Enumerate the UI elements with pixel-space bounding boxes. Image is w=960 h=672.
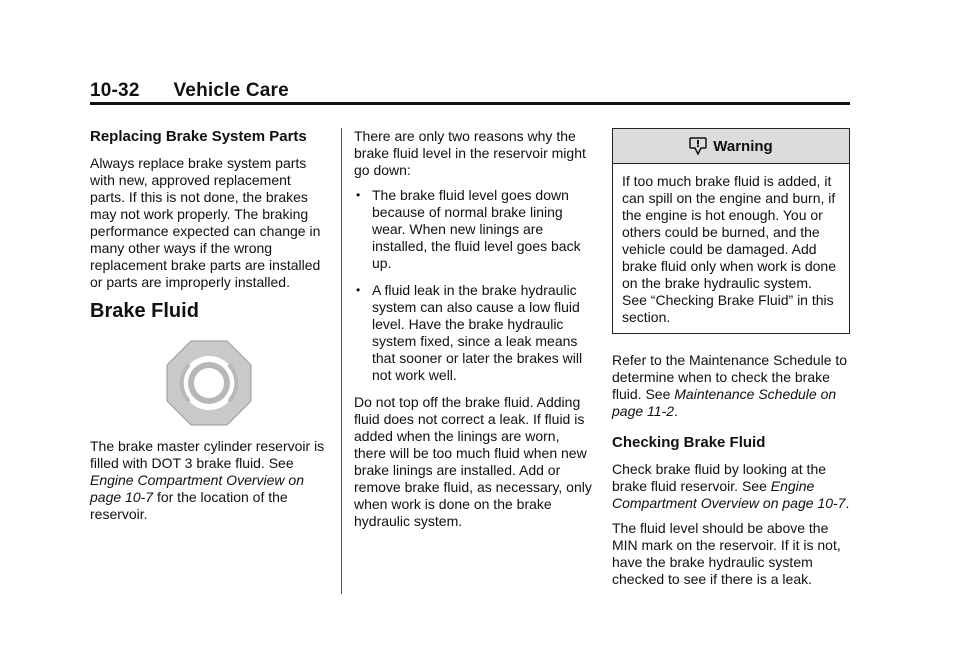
paragraph-fluid-level: The fluid level should be above the MIN mark on the reservoir. If it is not, have the brake hydraulic system checked to see if there is a leak. — [612, 520, 841, 587]
page-number: 10-32 — [90, 80, 140, 101]
warning-icon — [689, 137, 707, 155]
paragraph-top-off: Do not top off the brake fluid. Adding fluid does not correct a leak. If fluid is added when the linings are worn, there will be too much fluid when new brake linings are installed. Add or remove brake fluid, as necessary, only when work is done on the brake hydraulic system. — [354, 394, 592, 529]
section-title: Vehicle Care — [173, 80, 289, 101]
paragraph-replacing: Always replace brake system parts with new, approved replacement parts. If this is not done, the brakes may not work properly. The braking performance expected can change in many other ways if the wrong replacement brake parts are installed or parts are improperly installed. — [90, 155, 321, 290]
list-item: • A fluid leak in the brake hydraulic system can also cause a low fluid level. Have the brake hydraulic system fixed, since a leak means that sooner or later the brakes will not work well. — [356, 282, 583, 383]
warning-header — [613, 129, 849, 164]
heading-replacing-brake-parts: Replacing Brake System Parts — [90, 128, 307, 145]
warning-box — [612, 128, 850, 334]
paragraph-two-reasons: There are only two reasons why the brake fluid level in the reservoir might go down: — [354, 128, 586, 178]
brake-fluid-cap-icon — [90, 340, 328, 426]
link-engine-compartment[interactable]: Engine Compartment Overview on page 10-7 — [612, 478, 846, 511]
heading-checking-brake-fluid: Checking Brake Fluid — [612, 434, 766, 451]
link-engine-compartment[interactable]: Engine Compartment Overview on page 10-7 — [90, 472, 304, 505]
bullet-icon: • — [356, 188, 361, 202]
header-rule — [90, 102, 850, 105]
heading-brake-fluid: Brake Fluid — [90, 300, 199, 322]
link-maintenance-schedule[interactable]: Maintenance Schedule on page 11-2 — [612, 386, 837, 419]
column-1 — [90, 128, 328, 531]
column-divider — [341, 128, 342, 594]
paragraph-checking: Check brake fluid by looking at the brake fluid reservoir. See Engine Compartment Overview on page 10-7. — [612, 461, 850, 511]
page-header — [90, 80, 289, 102]
paragraph-maintenance: Refer to the Maintenance Schedule to determine when to check the brake fluid. See Maintenance Schedule on page 11-2. — [612, 352, 848, 419]
bullet-icon: • — [356, 283, 361, 297]
warning-title: Warning — [713, 137, 773, 155]
warning-text: If too much brake fluid is added, it can spill on the engine and burn, if the engine is hot enough. You or others could be burned, and the vehicle could be damaged. Add brake fluid only when work is done on the brake hydraulic system. See “Checking Brake Fluid” in this section. — [622, 173, 837, 325]
column-2 — [354, 128, 592, 538]
reasons-list — [354, 187, 592, 384]
list-item: • The brake fluid level goes down because of normal brake lining wear. When new linings are installed, the fluid level goes back up. — [356, 187, 581, 271]
column-3 — [612, 128, 850, 596]
paragraph-master-cylinder: The brake master cylinder reservoir is filled with DOT 3 brake fluid. See Engine Compartment Overview on page 10-7 for the location of the reservoir. — [90, 438, 325, 522]
